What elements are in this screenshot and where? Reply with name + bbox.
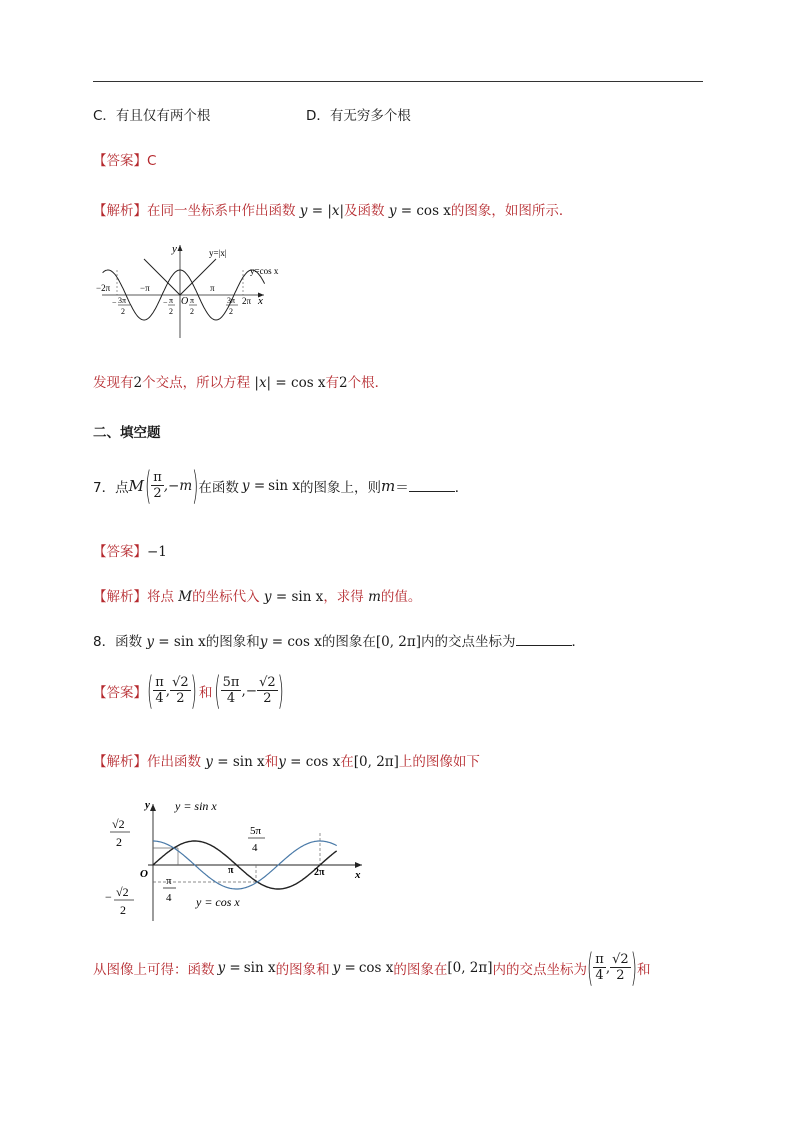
q8-answer: 【答案】 ( $\frac{\pi}{4}$ , $\frac{√2}{2}$ ) 和 ( $\frac{5\pi}{4}$ ,− $\frac{√2}{2}$ ) xyxy=(93,667,284,714)
option-d: D．有无穷多个根 xyxy=(306,108,411,124)
svg-text:−: − xyxy=(105,890,112,904)
svg-text:4: 4 xyxy=(252,842,258,854)
q7-analysis: 【解析】将点 M的坐标代入 y = sin x，求得 m的值。 xyxy=(93,589,422,605)
q8-label-sin: y = sin x xyxy=(175,799,217,813)
q6-label-x: x xyxy=(258,295,263,307)
q8-conclusion: 从图像上可得：函数 y = sin x 的图象和 y = cos x 的图象在 [0, 2π] 内的交点坐标为 ( $\frac{\pi}{4}$ , $\frac{√2}{2}$ ) 和 xyxy=(93,944,651,991)
q8-label-sqrt2-num: √2 xyxy=(112,817,125,831)
svg-text:4: 4 xyxy=(166,892,172,904)
svg-text:x: x xyxy=(355,869,361,881)
svg-text:−: − xyxy=(112,298,117,307)
q6-answer: 【答案】C xyxy=(93,153,157,169)
q6-tick-pi: π xyxy=(210,283,215,293)
svg-text:2: 2 xyxy=(120,903,126,917)
q8-label-neg-sqrt2-num: √2 xyxy=(116,885,129,899)
q8-tick-pi4-num: π xyxy=(166,875,172,887)
svg-text:y: y xyxy=(145,799,150,811)
option-c: C．有且仅有两个根 xyxy=(93,108,211,124)
svg-text:2: 2 xyxy=(190,307,194,316)
q6-tick-2pi: 2π xyxy=(242,296,252,306)
q7-question: 7．点 M ( $\frac{\pi}{2}$ ,−m ) 在函数 y = sin x 的图象上，则 m ＝ ． xyxy=(93,462,469,509)
section-title: 二、填空题 xyxy=(93,425,161,441)
q6-tick-negpi: −π xyxy=(140,283,150,293)
q7-blank[interactable] xyxy=(409,479,455,492)
q6-label-cos: y=cos x xyxy=(250,266,279,276)
q8-tick-5pi4-num: 5π xyxy=(250,825,262,837)
svg-text:2: 2 xyxy=(229,307,233,316)
q8-blank[interactable] xyxy=(516,633,572,646)
q6-tick-neg2pi: −2π xyxy=(96,283,111,293)
q6-origin: O xyxy=(181,296,189,307)
svg-text:2: 2 xyxy=(169,307,173,316)
q8-label-cos: y = cos x xyxy=(196,895,240,909)
q6-conclusion: 发现有2个交点，所以方程 |x| = cos x有2个根． xyxy=(93,375,389,391)
svg-text:2: 2 xyxy=(121,307,125,316)
header-rule xyxy=(93,81,703,82)
q8-graph xyxy=(100,796,370,926)
q6-tick-negpi2-num: π xyxy=(169,296,174,305)
svg-text:2: 2 xyxy=(116,835,122,849)
q6-tick-3pi2-num: 3π xyxy=(227,296,236,305)
q6-label-y: y xyxy=(172,243,177,255)
q6-tick-neg3pi2-num: 3π xyxy=(118,296,127,305)
q8-question: 8．函数 y = sin x的图象和y = cos x的图象在[0, 2π]内的交点坐标为 ． xyxy=(93,634,586,650)
svg-text:O: O xyxy=(140,868,148,880)
q7-answer: 【答案】−1 xyxy=(93,544,167,560)
q6-label-abs: y=|x| xyxy=(209,248,227,258)
q6-tick-pi2-num: π xyxy=(190,296,195,305)
q8-tick-pi: π xyxy=(228,865,234,876)
q6-analysis: 【解析】在同一坐标系中作出函数 y = |x|及函数 y = cos x的图象，如图所示． xyxy=(93,203,573,219)
q6-graph xyxy=(92,240,292,342)
q8-analysis: 【解析】作出函数 y = sin x和y = cos x在[0, 2π]上的图像如下 xyxy=(93,754,480,770)
q8-tick-2pi: 2π xyxy=(314,867,325,878)
svg-text:−: − xyxy=(163,298,168,307)
